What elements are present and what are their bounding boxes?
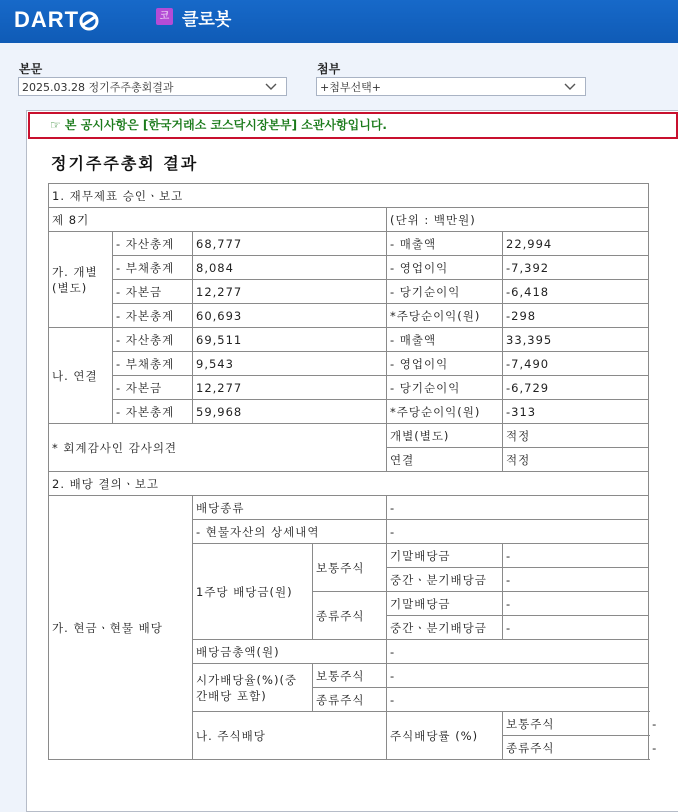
cell: 보통주식 bbox=[313, 664, 387, 688]
cell: 종류주식 bbox=[503, 736, 649, 760]
cell: - 영업이익 bbox=[387, 256, 503, 280]
dart-logo[interactable] bbox=[14, 7, 99, 35]
chevron-down-icon bbox=[264, 80, 278, 94]
table-row bbox=[49, 376, 649, 400]
cell: - bbox=[387, 664, 649, 688]
cell: - 자본금 bbox=[113, 376, 193, 400]
attachment-select[interactable] bbox=[316, 77, 586, 96]
stock-dividend-label: 나. 주식배당 bbox=[193, 712, 387, 760]
fiscal-period: 제 8기 bbox=[49, 208, 387, 232]
cell: - bbox=[503, 568, 649, 592]
table-row bbox=[49, 232, 649, 256]
logo-text: DART bbox=[14, 7, 80, 32]
document-viewer bbox=[26, 110, 678, 812]
table-row: 나. 주식배당 주식배당률 (%) 보통주식 - bbox=[49, 712, 649, 736]
table-row bbox=[49, 280, 649, 304]
section1-title: 1. 재무제표 승인ㆍ보고 bbox=[49, 184, 649, 208]
cell: - bbox=[503, 544, 649, 568]
cell: - 매출액 bbox=[387, 232, 503, 256]
table-row: 종류주식 - bbox=[49, 736, 649, 760]
chevron-down-icon bbox=[563, 80, 577, 94]
cell: - bbox=[387, 520, 649, 544]
cell: 12,277 bbox=[193, 376, 387, 400]
company-type-badge: 코 bbox=[156, 8, 173, 25]
cell: 개별(별도) bbox=[387, 424, 503, 448]
cell: *주당순이익(원) bbox=[387, 400, 503, 424]
table-row bbox=[49, 472, 649, 496]
cell: - bbox=[387, 688, 649, 712]
cell: 기말배당금 bbox=[387, 544, 503, 568]
cell: 기말배당금 bbox=[387, 592, 503, 616]
main-select-value: 2025.03.28 정기주주총회결과 bbox=[22, 81, 174, 94]
cell: 시가배당율(%)(중간배당 포함) bbox=[193, 664, 313, 712]
cell: 22,994 bbox=[503, 232, 649, 256]
cell: 종류주식 bbox=[313, 688, 387, 712]
cell: 보통주식 bbox=[503, 712, 649, 736]
cell: - 매출액 bbox=[387, 328, 503, 352]
cell: 종류주식 bbox=[313, 592, 387, 640]
main-select-label: 본문 bbox=[19, 62, 43, 76]
cell: - 부채총계 bbox=[113, 352, 193, 376]
cell: - 자본총계 bbox=[113, 400, 193, 424]
cell: 8,084 bbox=[193, 256, 387, 280]
top-bar bbox=[0, 0, 678, 43]
cell: -313 bbox=[503, 400, 649, 424]
cell: 주식배당률 (%) bbox=[387, 712, 503, 760]
attach-select-value: +첨부선택+ bbox=[320, 81, 381, 94]
section2-title: 2. 배당 결의ㆍ보고 bbox=[49, 472, 649, 496]
table-row bbox=[49, 304, 649, 328]
cell: 적정 bbox=[503, 448, 649, 472]
page-title: 정기주주총회 결과 bbox=[51, 154, 199, 173]
cell: - bbox=[503, 616, 649, 640]
cell: -6,729 bbox=[503, 376, 649, 400]
table-row bbox=[49, 328, 649, 352]
cell: - bbox=[387, 496, 649, 520]
cell: - 자산총계 bbox=[113, 328, 193, 352]
cell: - 부채총계 bbox=[113, 256, 193, 280]
cell: *주당순이익(원) bbox=[387, 304, 503, 328]
logo-swirl-icon bbox=[79, 11, 99, 31]
unit-label: (단위 : 백만원) bbox=[387, 208, 649, 232]
cell: 연결 bbox=[387, 448, 503, 472]
cell: 9,543 bbox=[193, 352, 387, 376]
cell: 배당금총액(원) bbox=[193, 640, 387, 664]
cell: 12,277 bbox=[193, 280, 387, 304]
table-row bbox=[49, 256, 649, 280]
table-row bbox=[49, 352, 649, 376]
cell: 적정 bbox=[503, 424, 649, 448]
cell: 중간ㆍ분기배당금 bbox=[387, 568, 503, 592]
cell: -6,418 bbox=[503, 280, 649, 304]
table-row bbox=[49, 424, 649, 448]
cell: 60,693 bbox=[193, 304, 387, 328]
cell: - 자본총계 bbox=[113, 304, 193, 328]
cash-dividend-label: 가. 현금ㆍ현물 배당 bbox=[49, 496, 193, 760]
cell: 59,968 bbox=[193, 400, 387, 424]
attach-select-label: 첨부 bbox=[317, 62, 341, 76]
separate-label: 가. 개별(별도) bbox=[49, 232, 113, 328]
cell: 배당종류 bbox=[193, 496, 387, 520]
cell: - bbox=[503, 592, 649, 616]
cell: 33,395 bbox=[503, 328, 649, 352]
cell: 68,777 bbox=[193, 232, 387, 256]
cell: -7,392 bbox=[503, 256, 649, 280]
cell: - 자본금 bbox=[113, 280, 193, 304]
cell: 1주당 배당금(원) bbox=[193, 544, 313, 640]
company-name: 클로봇 bbox=[182, 10, 232, 30]
table-row bbox=[49, 496, 649, 520]
cell: - 당기순이익 bbox=[387, 376, 503, 400]
cell: - 영업이익 bbox=[387, 352, 503, 376]
table-row bbox=[49, 208, 649, 232]
consolidated-label: 나. 연결 bbox=[49, 328, 113, 424]
jurisdiction-notice: ☞ 본 공시사항은 [한국거래소 코스닥시장본부] 소관사항입니다. bbox=[28, 112, 678, 139]
cell: 중간ㆍ분기배당금 bbox=[387, 616, 503, 640]
cell: - 자산총계 bbox=[113, 232, 193, 256]
cell: - bbox=[387, 640, 649, 664]
cell: - 당기순이익 bbox=[387, 280, 503, 304]
report-table bbox=[48, 183, 658, 760]
main-document-select[interactable] bbox=[18, 77, 287, 96]
cell: 69,511 bbox=[193, 328, 387, 352]
table-row bbox=[49, 184, 649, 208]
cell: -298 bbox=[503, 304, 649, 328]
table-row bbox=[49, 400, 649, 424]
cell: -7,490 bbox=[503, 352, 649, 376]
audit-opinion-label: * 회계감사인 감사의견 bbox=[49, 424, 387, 472]
cell: - 현물자산의 상세내역 bbox=[193, 520, 387, 544]
cell: 보통주식 bbox=[313, 544, 387, 592]
